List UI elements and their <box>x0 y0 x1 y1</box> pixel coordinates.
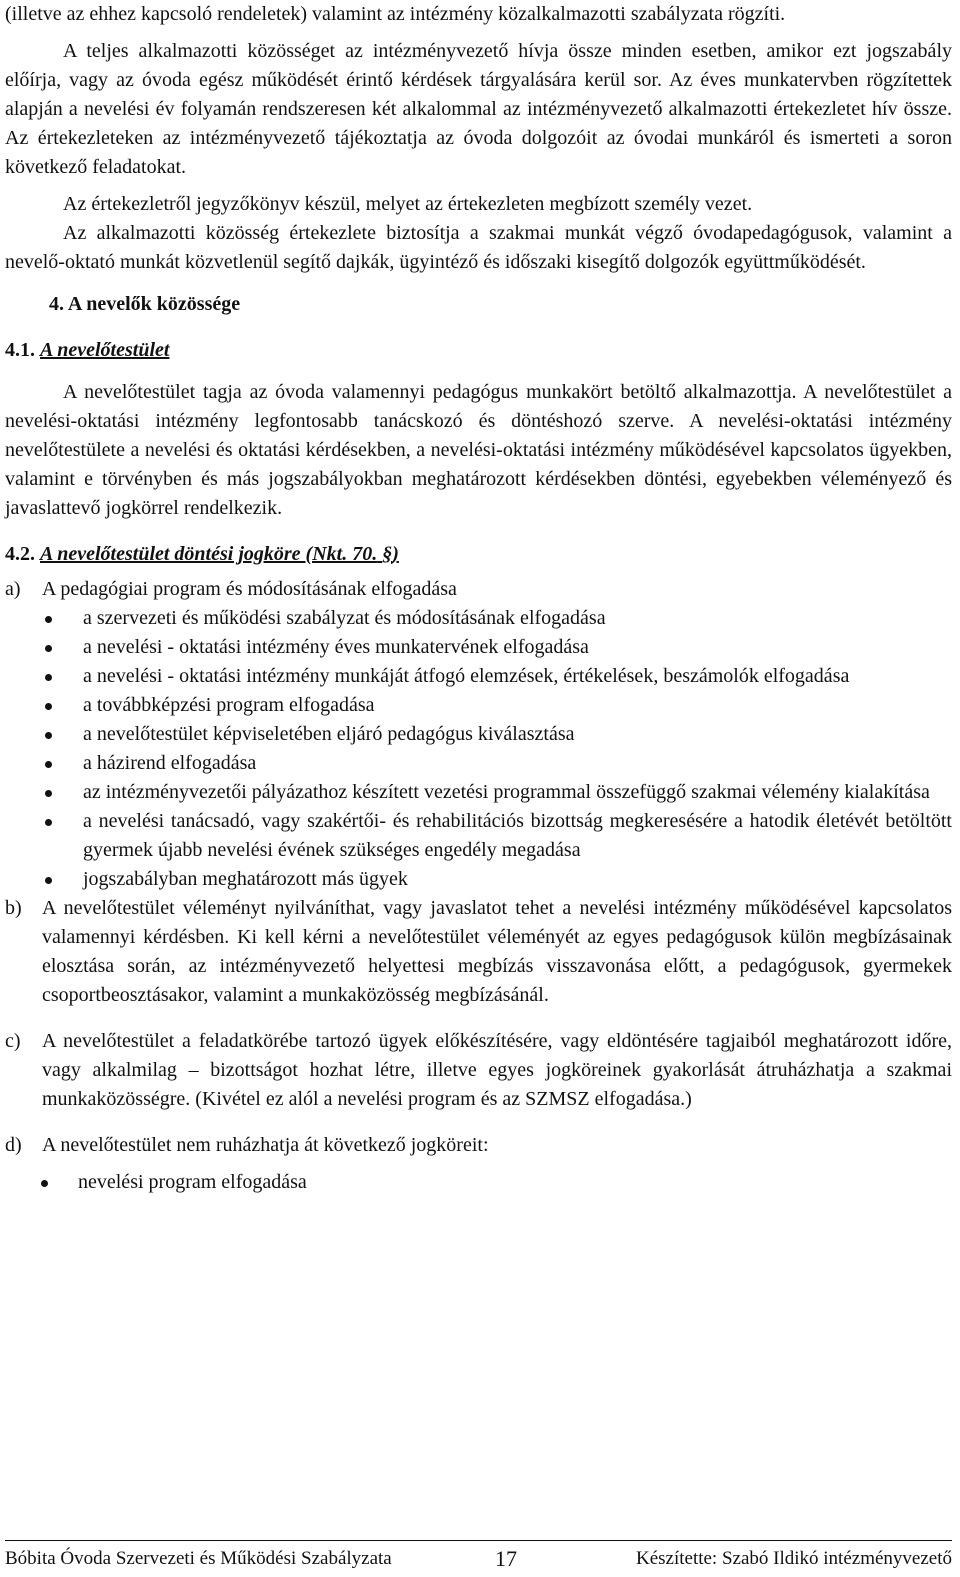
item-a-bullet-list <box>5 604 952 894</box>
item-a-label: a) <box>5 578 21 600</box>
section-4-2-title: A nevelőtestület döntési jogköre (Nkt. 70. §) <box>40 543 399 565</box>
list-item: a szervezeti és működési szabályzat és módosításának elfogadása <box>5 604 952 633</box>
section-4-number: 4. <box>49 293 64 315</box>
bullet-icon <box>45 645 52 652</box>
bullet-icon <box>41 1180 48 1187</box>
section-4-1-title: A nevelőtestület <box>40 339 170 361</box>
paragraph-minutes: Az értekezletről jegyzőkönyv készül, melyet az értekezleten megbízott személy vezet. <box>63 193 753 215</box>
bullet-icon <box>45 819 52 826</box>
list-item: a nevelőtestület képviseletében eljáró pedagógus kiválasztása <box>5 720 952 749</box>
item-b-label: b) <box>5 897 22 919</box>
item-c-text: A nevelőtestület a feladatkörébe tartozó ügyek előkészítésére, vagy eldöntésére tagjaiból meghatározott időre, vagy alkalmilag – bizottságot hozhat létre, illetve egyes jogköreinek gyakorlását átruházhatja a szakmai munkaközösségre. (Kivétel ez alól a nevelési program és az SZMSZ elfogadása.) <box>42 1030 952 1110</box>
bullet-icon <box>45 616 52 623</box>
bullet-icon <box>45 674 52 681</box>
bullet-icon <box>45 877 52 884</box>
section-4-heading <box>49 289 952 319</box>
item-c <box>5 1027 952 1114</box>
list-item: a nevelési - oktatási intézmény munkáját átfogó elemzések, értékelések, beszámolók elfogadása <box>5 662 952 691</box>
section-4-title: A nevelők közössége <box>67 293 241 315</box>
section-4-2-number: 4.2. <box>5 543 35 565</box>
item-d <box>5 1131 952 1160</box>
list-item: nevelési program elfogadása <box>5 1168 952 1197</box>
paragraph-intro: (illetve az ehhez kapcsoló rendeletek) valamint az intézmény közalkalmazotti szabályzata rögzíti. <box>5 3 786 25</box>
list-item: a nevelési tanácsadó, vagy szakértői- és rehabilitációs bizottság megkeresésére a hatodik életévét betöltött gyermek újabb nevelési évének szükséges engedély megadása <box>5 807 952 865</box>
bullet-icon <box>45 732 52 739</box>
paragraph-staff-meeting: A teljes alkalmazotti közösséget az intézményvezető hívja össze minden esetben, amikor ezt jogszabály előírja, vagy az óvoda egész működését érintő kérdések tárgyalására kerül sor. Az éves munkatervben rögzítettek alapján a nevelési év folyamán rendszeresen két alkalommal az intézményvezető alkalmazotti értekezletet hív össze. Az értekezleteken az intézményvezető tájékoztatja az óvoda dolgozóit az óvodai munkáról és ismerteti a soron következő feladatokat. <box>5 40 952 178</box>
item-a <box>5 575 952 604</box>
list-item: a házirend elfogadása <box>5 749 952 778</box>
item-d-label: d) <box>5 1134 22 1156</box>
footer-document-title: Bóbita Óvoda Szervezeti és Működési Szabályzata <box>5 1548 392 1569</box>
footer-page-number: 17 <box>495 1546 517 1571</box>
item-b-text: A nevelőtestület véleményt nyilváníthat, vagy javaslatot tehet a nevelési intézmény működésével kapcsolatos valamennyi kérdésben. Ki kell kérni a nevelőtestület véleményét az egyes pedagógusok külön megbízásainak elosztása során, az intézményvezető helyettesi megbízás visszavonása előtt, a pedagógusok, gyermekek csoportbeosztásakor, valamint a munkaközösség megbízásánál. <box>42 897 952 1006</box>
section-4-1-number: 4.1. <box>5 339 35 361</box>
page-footer <box>5 1540 952 1571</box>
item-d-bullet-list <box>5 1168 952 1197</box>
item-a-text: A pedagógiai program és módosításának elfogadása <box>42 578 457 600</box>
item-c-label: c) <box>5 1030 21 1052</box>
item-b <box>5 894 952 1010</box>
document-page <box>5 0 952 1197</box>
section-4-1-heading <box>5 335 952 365</box>
list-item: az intézményvezetői pályázathoz készített vezetési programmal összefüggő szakmai vélemény kialakítása <box>5 778 952 807</box>
footer-author: Készítette: Szabó Ildikó intézményvezető <box>635 1548 952 1569</box>
section-4-2-heading <box>5 539 952 569</box>
list-item: a továbbképzési program elfogadása <box>5 691 952 720</box>
list-item: jogszabályban meghatározott más ügyek <box>5 865 952 894</box>
paragraph-nevelotestulet: A nevelőtestület tagja az óvoda valamennyi pedagógus munkakört betöltő alkalmazottja. A nevelőtestület a nevelési-oktatási intézmény legfontosabb tanácskozó és döntéshozó szerve. A nevelési-oktatási intézmény nevelőtestülete a nevelési és oktatási kérdésekben, a nevelési-oktatási intézmény működésével kapcsolatos ügyekben, valamint e törvényben és más jogszabályokban meghatározott kérdésekben döntési, egyebekben véleményező és javaslattevő jogkörrel rendelkezik. <box>5 381 952 519</box>
paragraph-cooperation: Az alkalmazotti közösség értekezlete biztosítja a szakmai munkát végző óvodapedagógusok, valamint a nevelő-oktató munkát közvetlenül segítő dajkák, ügyintéző és időszaki kisegítő dolgozók együttműködését. <box>5 222 952 273</box>
list-item: a nevelési - oktatási intézmény éves munkatervének elfogadása <box>5 633 952 662</box>
bullet-icon <box>45 703 52 710</box>
bullet-icon <box>45 761 52 768</box>
bullet-icon <box>45 790 52 797</box>
item-d-text: A nevelőtestület nem ruházhatja át következő jogköreit: <box>42 1134 489 1156</box>
